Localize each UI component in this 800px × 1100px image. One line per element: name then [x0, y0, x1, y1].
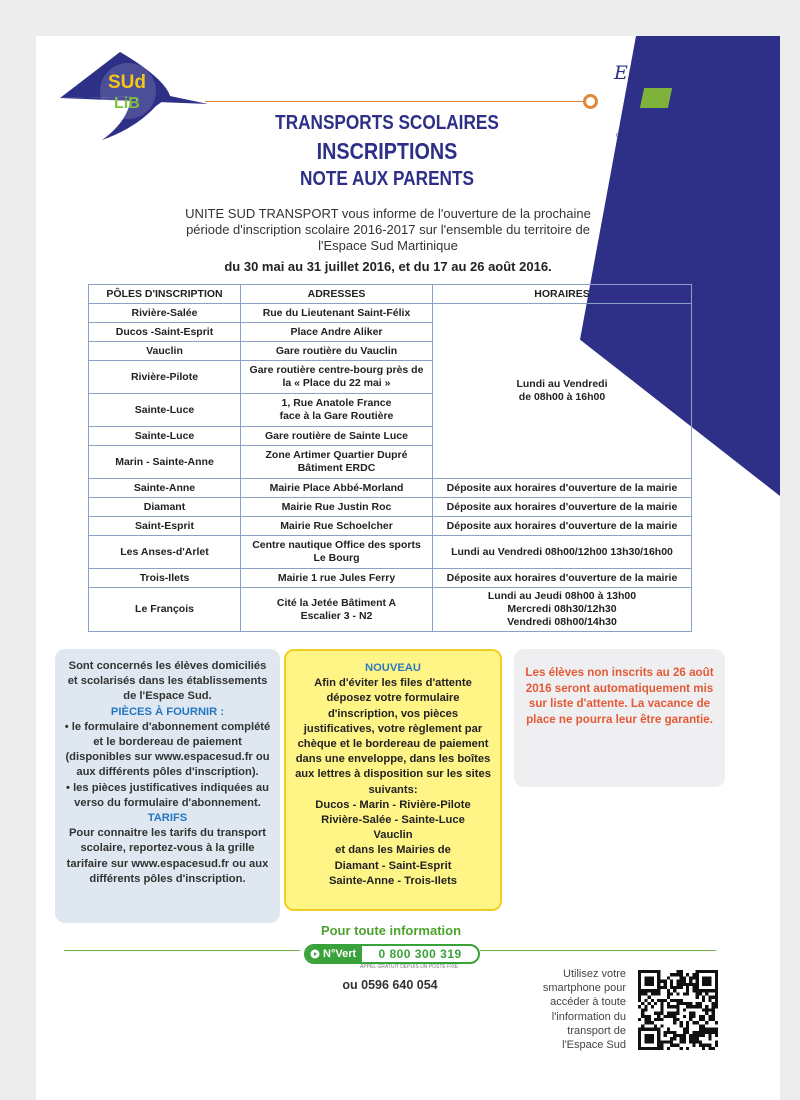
address-cell: Mairie Rue Justin Roc	[241, 498, 433, 517]
footer-separator-left	[64, 950, 300, 951]
mairies-intro: et dans les Mairies de	[335, 844, 451, 857]
address-cell: Gare routière du Vauclin	[241, 342, 433, 361]
address-cell: Mairie Rue Schoelcher	[241, 517, 433, 536]
tarifs-title: TARIFS	[147, 812, 188, 825]
sites-line-3: Vauclin	[373, 829, 413, 842]
sites-line-1: Ducos - Marin - Rivière-Pilote	[315, 798, 471, 811]
numero-vert-subtitle: APPEL GRATUIT DEPUIS UN POSTE FIXE	[360, 964, 459, 970]
nouveau-title: NOUVEAU	[365, 662, 421, 674]
play-icon	[310, 949, 320, 959]
table-row	[89, 569, 692, 588]
warning-text: Les élèves non inscrits au 26 août 2016 seront automatiquement mis sur liste d'attente. La vacance de place ne pourra leur être garantie.	[525, 666, 714, 726]
footer-separator-right	[480, 950, 716, 951]
piece-item-1: • le formulaire d'abonnement complété et le bordereau de paiement (disponibles sur www.espacesud.fr ou aux différents pôles d'inscription).	[64, 720, 271, 779]
inscription-dates: du 30 mai au 31 juillet 2016, et du 17 au 26 août 2016.	[224, 259, 552, 274]
title-transports: TRANSPORTS SCOLAIRES	[275, 112, 499, 134]
numero-vert-number: 0 800 300 319	[378, 947, 462, 961]
smartphone-text: Utilisez votre smartphone pour accéder à toute l'information du transport de l'Espace Sud	[542, 968, 626, 1052]
header-rule	[205, 101, 585, 102]
hours-cell: Déposite aux horaires d'ouverture de la mairie	[433, 479, 692, 498]
hours-cell: Lundi au Jeudi 08h00 à 13h00 Mercredi 08h30/12h30 Vendredi 08h00/14h30	[433, 588, 692, 632]
table-row	[89, 517, 692, 536]
table-row	[89, 304, 692, 323]
pole-cell: Ducos -Saint-Esprit	[89, 323, 241, 342]
mairies-line-1: Diamant - Saint-Esprit	[334, 859, 452, 872]
hours-cell: Déposite aux horaires d'ouverture de la mairie	[433, 569, 692, 588]
inscription-table	[88, 284, 692, 632]
address-cell: 1, Rue Anatole France face à la Gare Routière	[241, 394, 433, 427]
numero-vert-label: N°Vert	[323, 948, 357, 960]
hours-cell: Déposite aux horaires d'ouverture de la mairie	[433, 498, 692, 517]
nouveau-text: Afin d'éviter les files d'attente déposez votre formulaire d'inscription, vos pièces justificatives, votre règlement par chèque et le bordereau de paiement dans une enveloppe, dans les boîtes aux lettres à disposition sur les sites suivants:	[295, 677, 491, 796]
pieces-title: PIÈCES À FOURNIR :	[110, 705, 225, 718]
espace-sud-logo-line2: Sud	[638, 105, 676, 127]
address-cell: Mairie 1 rue Jules Ferry	[241, 569, 433, 588]
info-box-nouveau	[284, 649, 502, 911]
mairies-line-2: Sainte-Anne - Trois-Ilets	[328, 874, 458, 887]
numero-vert-badge[interactable]	[304, 944, 480, 964]
pole-cell: Les Anses-d'Arlet	[89, 536, 241, 569]
hours-cell: Déposite aux horaires d'ouverture de la mairie	[433, 517, 692, 536]
info-box-eligibility	[55, 649, 280, 923]
info-box-warning	[514, 649, 725, 787]
sudlib-logo-line2: LiB	[114, 95, 140, 112]
address-cell: Gare routière de Sainte Luce	[241, 427, 433, 446]
table-row	[89, 536, 692, 569]
header-poles: PÔLES D'INSCRIPTION	[89, 285, 241, 304]
pole-cell: Rivière-Pilote	[89, 361, 241, 394]
address-cell: Mairie Place Abbé-Morland	[241, 479, 433, 498]
sites-line-2: Rivière-Salée - Sainte-Luce	[321, 814, 465, 827]
pole-cell: Marin - Sainte-Anne	[89, 446, 241, 479]
header-adresses: ADRESSES	[241, 285, 433, 304]
hours-cell-shared: Lundi au Vendredi de 08h00 à 16h00	[433, 304, 692, 479]
title-inscriptions: INSCRIPTIONS	[316, 138, 458, 164]
address-cell: Cité la Jetée Bâtiment A Escalier 3 - N2	[241, 588, 433, 632]
header-horaires: HORAIRES	[433, 285, 692, 304]
intro-text: UNITE SUD TRANSPORT vous informe de l'ouverture de la prochaine période d'inscription scolaire 2016-2017 sur l'ensemble du territoire de l'Espace Sud Martinique	[185, 206, 591, 253]
hours-cell: Lundi au Vendredi 08h00/12h00 13h30/16h00	[433, 536, 692, 569]
pole-cell: Le François	[89, 588, 241, 632]
alt-phone-number[interactable]: ou 0596 640 054	[342, 978, 438, 992]
address-cell: Centre nautique Office des sports Le Bourg	[241, 536, 433, 569]
header-rule-dot	[583, 94, 598, 109]
pole-cell: Saint-Esprit	[89, 517, 241, 536]
pole-cell: Diamant	[89, 498, 241, 517]
pole-cell: Sainte-Luce	[89, 394, 241, 427]
pole-cell: Sainte-Anne	[89, 479, 241, 498]
piece-item-2: • les pièces justificatives indiquées au verso du formulaire d'abonnement.	[66, 781, 269, 809]
espace-sud-logo-line1: Espace	[614, 62, 683, 84]
title-note-parents: NOTE AUX PARENTS	[300, 168, 474, 190]
address-cell: Zone Artimer Quartier Dupré Bâtiment ERDC	[241, 446, 433, 479]
eligibility-intro: Sont concernés les élèves domiciliés et scolarisés dans les établissements de l'Espace Sud.	[67, 660, 268, 703]
numero-vert-tag	[306, 946, 362, 962]
table-row	[89, 479, 692, 498]
espace-sud-logo-subtitle: Communauté d'Agglomération	[616, 133, 689, 139]
address-cell: Rue du Lieutenant Saint-Félix	[241, 304, 433, 323]
sudlib-logo-line1: SUd	[108, 72, 146, 93]
info-title: Pour toute information	[320, 923, 462, 938]
table-row	[89, 588, 692, 632]
pole-cell: Rivière-Salée	[89, 304, 241, 323]
pole-cell: Vauclin	[89, 342, 241, 361]
table-header-row	[89, 285, 692, 304]
address-cell: Place Andre Aliker	[241, 323, 433, 342]
tarifs-text: Pour connaitre les tarifs du transport scolaire, reportez-vous à la grille tarifaire sur www.espacesud.fr ou aux différents pôles d'inscription.	[66, 827, 269, 885]
table-row	[89, 498, 692, 517]
qr-code-icon[interactable]	[638, 970, 718, 1050]
pole-cell: Sainte-Luce	[89, 427, 241, 446]
address-cell: Gare routière centre-bourg près de la « Place du 22 mai »	[241, 361, 433, 394]
pole-cell: Trois-Ilets	[89, 569, 241, 588]
